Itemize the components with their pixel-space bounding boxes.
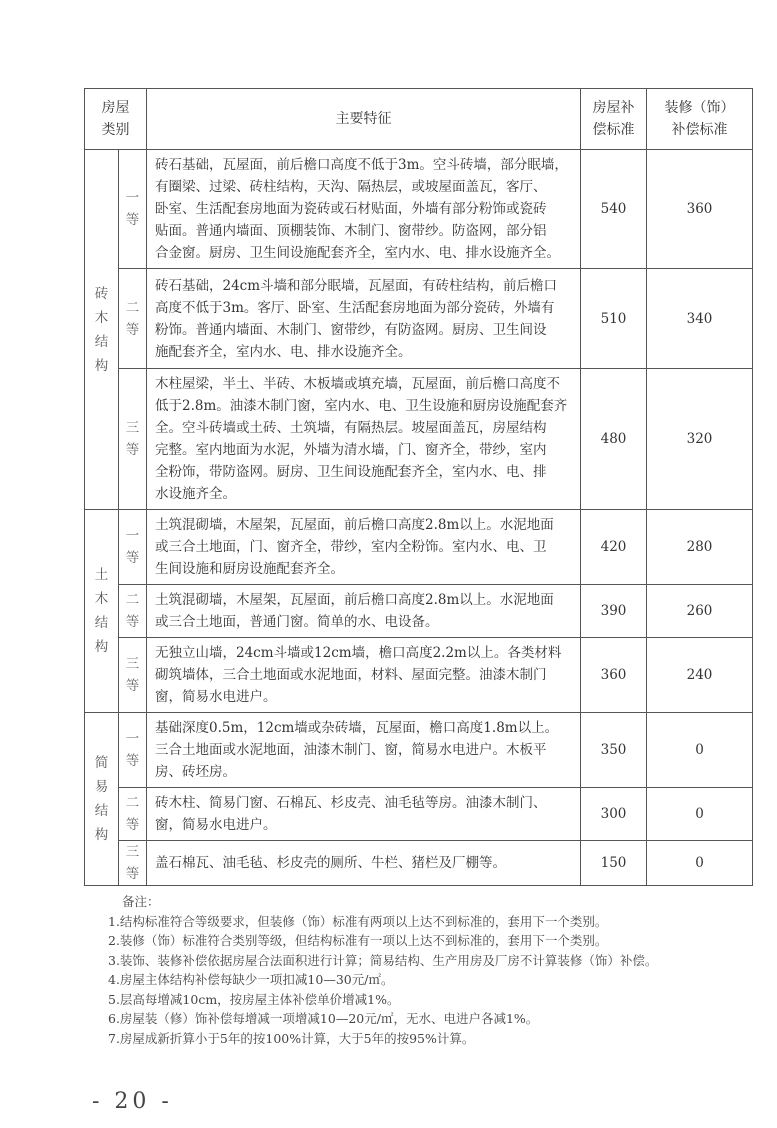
deco-comp-value: 280 bbox=[647, 510, 753, 585]
table-row bbox=[85, 369, 753, 510]
compensation-standard-table bbox=[84, 88, 753, 886]
features-line: 基础深度0.5m，12cm墙或杂砖墙，瓦屋面，檐口高度1.8m以上。 bbox=[155, 720, 559, 736]
grade-char: 等 bbox=[125, 753, 140, 769]
header-category-line: 类别 bbox=[101, 122, 130, 138]
grade-char: 一 bbox=[125, 528, 140, 544]
header-category bbox=[85, 89, 147, 150]
header-features: 主要特征 bbox=[147, 89, 581, 150]
category-char: 构 bbox=[94, 357, 109, 374]
features-line: 土筑混砌墙，木屋架，瓦屋面，前后檐口高度2.8m以上。水泥地面 bbox=[155, 592, 554, 608]
house-comp-value: 360 bbox=[581, 638, 647, 713]
header-deco-comp bbox=[647, 89, 753, 150]
category-char: 易 bbox=[94, 779, 109, 795]
grade-cell bbox=[119, 638, 147, 713]
table-row bbox=[85, 510, 753, 585]
features-cell bbox=[147, 713, 581, 788]
features-cell bbox=[147, 788, 581, 841]
features-line: 合金窗。厨房、卫生间设施配套齐全，室内水、电、排水设施齐全。 bbox=[155, 245, 560, 261]
features-line: 窗，简易水电进户。 bbox=[155, 817, 277, 833]
features-line: 土筑混砌墙，木屋架，瓦屋面，前后檐口高度2.8m以上。水泥地面 bbox=[155, 517, 554, 533]
category-char: 结 bbox=[94, 803, 109, 819]
house-comp-value: 420 bbox=[581, 510, 647, 585]
grade-char: 等 bbox=[125, 678, 140, 694]
table-row bbox=[85, 713, 753, 788]
features-cell bbox=[147, 510, 581, 585]
grade-cell bbox=[119, 369, 147, 510]
features-line: 水设施齐全。 bbox=[155, 486, 236, 502]
deco-comp-value: 320 bbox=[647, 369, 753, 510]
notes bbox=[108, 892, 748, 1048]
features-line: 砖石基础，24cm斗墙和部分眠墙，瓦屋面，有砖柱结构，前后檐口 bbox=[155, 277, 558, 294]
features-cell bbox=[147, 841, 581, 886]
grade-char: 等 bbox=[125, 817, 140, 833]
header-house-comp-line: 偿标准 bbox=[592, 122, 635, 138]
deco-comp-value: 260 bbox=[647, 585, 753, 638]
grade-char: 二 bbox=[125, 795, 140, 811]
grade-cell bbox=[119, 788, 147, 841]
grade-char: 二 bbox=[125, 592, 140, 608]
grade-char: 等 bbox=[125, 614, 140, 630]
note-item: 3.装饰、装修补偿依据房屋合法面积进行计算；简易结构、生产用房及厂房不计算装修（饰）补偿。 bbox=[108, 952, 658, 968]
note-item: 1.结构标准符合等级要求，但装修（饰）标准有两项以上达不到标准的，套用下一个类别。 bbox=[108, 913, 608, 929]
features-line: 低于2.8m。油漆木制门窗，室内水、电、卫生设施和厨房设施配套齐 bbox=[155, 398, 568, 414]
table-row bbox=[85, 841, 753, 886]
features-line: 施配套齐全，室内水、电、排水设施齐全。 bbox=[155, 343, 412, 360]
deco-comp-value: 0 bbox=[647, 713, 753, 788]
note-item: 2.装修（饰）标准符合类别等级，但结构标准有一项以上达不到标准的，套用下一个类别。 bbox=[108, 933, 608, 948]
grade-char: 等 bbox=[125, 550, 140, 566]
grade-char: 三 bbox=[125, 844, 140, 860]
header-category-line: 房屋 bbox=[101, 100, 130, 116]
grade-cell bbox=[119, 585, 147, 638]
grade-char: 等 bbox=[125, 442, 140, 458]
category-char: 砖 bbox=[94, 285, 109, 302]
header-deco-comp-line: 补偿标准 bbox=[671, 122, 728, 138]
category-char: 土 bbox=[94, 567, 109, 583]
grade-char: 等 bbox=[125, 212, 140, 228]
features-line: 砖木柱、简易门窗、石棉瓦、杉皮壳、油毛毡等房。油漆木制门、 bbox=[155, 795, 547, 811]
house-comp-value: 350 bbox=[581, 713, 647, 788]
features-line: 砖石基础，瓦屋面，前后檐口高度不低于3m。空斗砖墙，部分眠墙， bbox=[155, 157, 568, 173]
grade-char: 二 bbox=[125, 299, 140, 316]
header-house-comp bbox=[581, 89, 647, 150]
features-line: 房、砖坯房。 bbox=[155, 764, 236, 780]
page-number: - 20 - bbox=[92, 1089, 173, 1114]
features-line: 木柱屋梁，半土、半砖、木板墙或填充墙，瓦屋面，前后檐口高度不 bbox=[155, 376, 560, 392]
category-char: 构 bbox=[94, 827, 109, 843]
notes-title: 备注： bbox=[122, 894, 160, 909]
grade-cell bbox=[119, 713, 147, 788]
house-comp-value: 390 bbox=[581, 585, 647, 638]
features-line: 全。空斗砖墙或土砖、土筑墙，有隔热层。坡屋面盖瓦，房屋结构 bbox=[155, 420, 547, 436]
house-comp-value: 510 bbox=[581, 269, 647, 369]
features-line: 窗，简易水电进户。 bbox=[155, 689, 277, 705]
grade-char: 三 bbox=[125, 656, 140, 672]
features-line: 完整。室内地面为水泥，外墙为清水墙，门、窗齐全，带纱，室内 bbox=[155, 442, 547, 458]
features-cell bbox=[147, 150, 581, 269]
features-line: 或三合土地面，普通门窗。简单的水、电设备。 bbox=[155, 614, 439, 630]
category-cell bbox=[85, 713, 119, 886]
notes-list bbox=[108, 912, 748, 1049]
table-row bbox=[85, 788, 753, 841]
category-cell bbox=[85, 150, 119, 510]
table-row bbox=[85, 150, 753, 269]
table-body bbox=[85, 150, 753, 886]
features-line: 三合土地面或水泥地面，油漆木制门、窗，简易水电进户。木板平 bbox=[155, 742, 547, 758]
features-line: 生间设施和厨房设施配套齐全。 bbox=[155, 561, 344, 577]
deco-comp-value: 0 bbox=[647, 788, 753, 841]
features-line: 卧室、生活配套房地面为瓷砖或石材贴面，外墙有部分粉饰或瓷砖 bbox=[155, 201, 547, 217]
note-item: 7.房屋成新折算小于5年的按100%计算，大于5年的按95%计算。 bbox=[108, 1030, 475, 1046]
category-char: 结 bbox=[94, 615, 109, 631]
features-line: 或三合土地面，门、窗齐全，带纱，室内全粉饰。室内水、电、卫 bbox=[155, 539, 547, 555]
grade-char: 一 bbox=[125, 190, 140, 206]
features-cell bbox=[147, 269, 581, 369]
features-cell bbox=[147, 369, 581, 510]
header-house-comp-line: 房屋补 bbox=[592, 100, 635, 116]
table-row bbox=[85, 269, 753, 369]
features-line: 粉饰。普通内墙面、木制门、窗带纱，有防盗网。厨房、卫生间设 bbox=[155, 321, 547, 338]
features-cell bbox=[147, 638, 581, 713]
deco-comp-value: 0 bbox=[647, 841, 753, 886]
category-char: 构 bbox=[94, 639, 109, 655]
grade-char: 等 bbox=[125, 866, 140, 882]
table-header-row bbox=[85, 89, 753, 150]
grade-cell bbox=[119, 150, 147, 269]
category-char: 简 bbox=[94, 755, 109, 771]
category-char: 木 bbox=[94, 591, 109, 607]
category-char: 木 bbox=[94, 309, 109, 326]
grade-cell bbox=[119, 841, 147, 886]
deco-comp-value: 240 bbox=[647, 638, 753, 713]
house-comp-value: 150 bbox=[581, 841, 647, 886]
house-comp-value: 540 bbox=[581, 150, 647, 269]
features-line: 高度不低于3m。客厅、卧室、生活配套房地面为部分瓷砖，外墙有 bbox=[155, 299, 555, 316]
deco-comp-value: 340 bbox=[647, 269, 753, 369]
header-deco-comp-line: 装修（饰） bbox=[664, 100, 735, 116]
category-char: 结 bbox=[94, 333, 109, 350]
grade-char: 三 bbox=[125, 420, 140, 436]
features-line: 全粉饰，带防盗网。厨房、卫生间设施配套齐全，室内水、电、排 bbox=[155, 464, 547, 480]
note-item: 4.房屋主体结构补偿每缺少一项扣减10—30元/㎡。 bbox=[108, 972, 394, 987]
house-comp-value: 300 bbox=[581, 788, 647, 841]
features-cell bbox=[147, 585, 581, 638]
features-line: 无独立山墙，24cm斗墙或12cm墙，檐口高度2.2m以上。各类材料 bbox=[155, 645, 562, 661]
features-line: 有圈梁、过梁、砖柱结构，天沟、隔热层，或坡屋面盖瓦，客厅、 bbox=[155, 179, 547, 195]
note-item: 5.层高每增减10cm，按房屋主体补偿单价增减1%。 bbox=[108, 991, 400, 1007]
table-row bbox=[85, 638, 753, 713]
features-line: 贴面。普通内墙面、顶棚装饰、木制门、窗带纱。防盗网，部分铝 bbox=[155, 223, 547, 239]
note-item: 6.房屋装（修）饰补偿每增减一项增减10—20元/㎡，无水、电进户各减1%。 bbox=[108, 1011, 539, 1026]
table-row bbox=[85, 585, 753, 638]
deco-comp-value: 360 bbox=[647, 150, 753, 269]
grade-char: 等 bbox=[125, 321, 140, 338]
house-comp-value: 480 bbox=[581, 369, 647, 510]
grade-char: 一 bbox=[125, 731, 140, 747]
category-cell bbox=[85, 510, 119, 713]
features-line: 盖石棉瓦、油毛毡、杉皮壳的厕所、牛栏、猪栏及厂棚等。 bbox=[155, 855, 506, 871]
features-line: 砌筑墙体，三合土地面或水泥地面，材料、屋面完整。油漆木制门 bbox=[155, 667, 547, 683]
grade-cell bbox=[119, 269, 147, 369]
grade-cell bbox=[119, 510, 147, 585]
